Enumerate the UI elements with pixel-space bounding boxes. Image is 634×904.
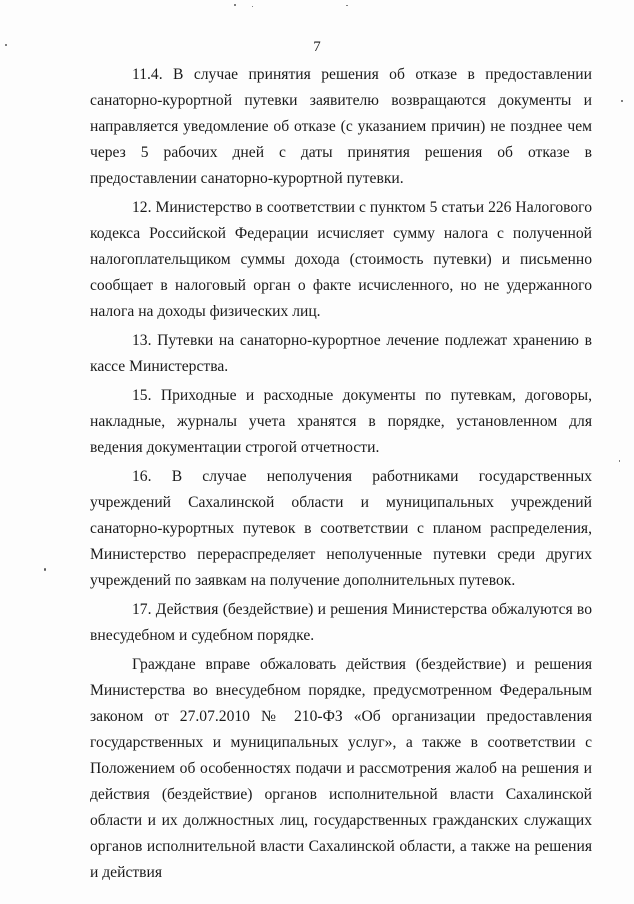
- scan-artifact: [621, 100, 623, 102]
- scan-artifact: [234, 4, 236, 6]
- paragraph-11-4: 11.4. В случае принятия решения об отказе в предоставлении санаторно-курортной путевки заявителю возвращаются документы и направляется уведомление об отказе (с указанием причин) не позднее чем через 5 рабочих дней с даты принятия решения об отказе в предоставлении санаторно-курортной путевки.: [90, 66, 592, 187]
- document-body: [90, 62, 592, 886]
- paragraph-appeal: Граждане вправе обжаловать действия (бездействие) и решения Министерства во внесудебном порядке, предусмотренном Федеральным законом от 27.07.2010 № 210-ФЗ «Об организации предоставления государственных и муниципальных услуг», а также в соответствии с Положением об особенностях подачи и рассмотрения жалоб на решения и действия (бездействие) органов исполнительной власти Сахалинской области и их должностных лиц, государственных гражданских служащих органов исполнительной власти Сахалинской области, а также на решения и действия: [90, 656, 592, 881]
- paragraph-17: 17. Действия (бездействие) и решения Министерства обжалуются во внесудебном и судебном порядке.: [90, 601, 592, 644]
- page-number: 7: [313, 39, 321, 55]
- scan-artifact: [44, 568, 46, 571]
- scan-artifact: [252, 6, 253, 7]
- scan-artifact: [619, 460, 620, 462]
- paragraph-13: 13. Путевки на санаторно-курортное лечение подлежат хранению в кассе Министерства.: [90, 332, 592, 375]
- paragraph-15: 15. Приходные и расходные документы по путевкам, договоры, накладные, журналы учета хранятся в порядке, установленном для ведения документации строгой отчетности.: [90, 387, 592, 456]
- paragraph-12: 12. Министерство в соответствии с пунктом 5 статьи 226 Налогового кодекса Российской Федерации исчисляет сумму налога с полученной налогоплательщиком суммы дохода (стоимость путевки) и письменно сообщает в налоговый орган о факте исчисленного, но не удержанного налога на доходы физических лиц.: [90, 199, 592, 320]
- paragraph-16: 16. В случае неполучения работниками государственных учреждений Сахалинской области и муниципальных учреждений санаторно-курортных путевок в соответствии с планом распределения, Министерство перераспределяет неполученные путевки среди других учреждений по заявкам на получение дополнительных путевок.: [90, 468, 592, 589]
- scan-artifact: [346, 5, 348, 6]
